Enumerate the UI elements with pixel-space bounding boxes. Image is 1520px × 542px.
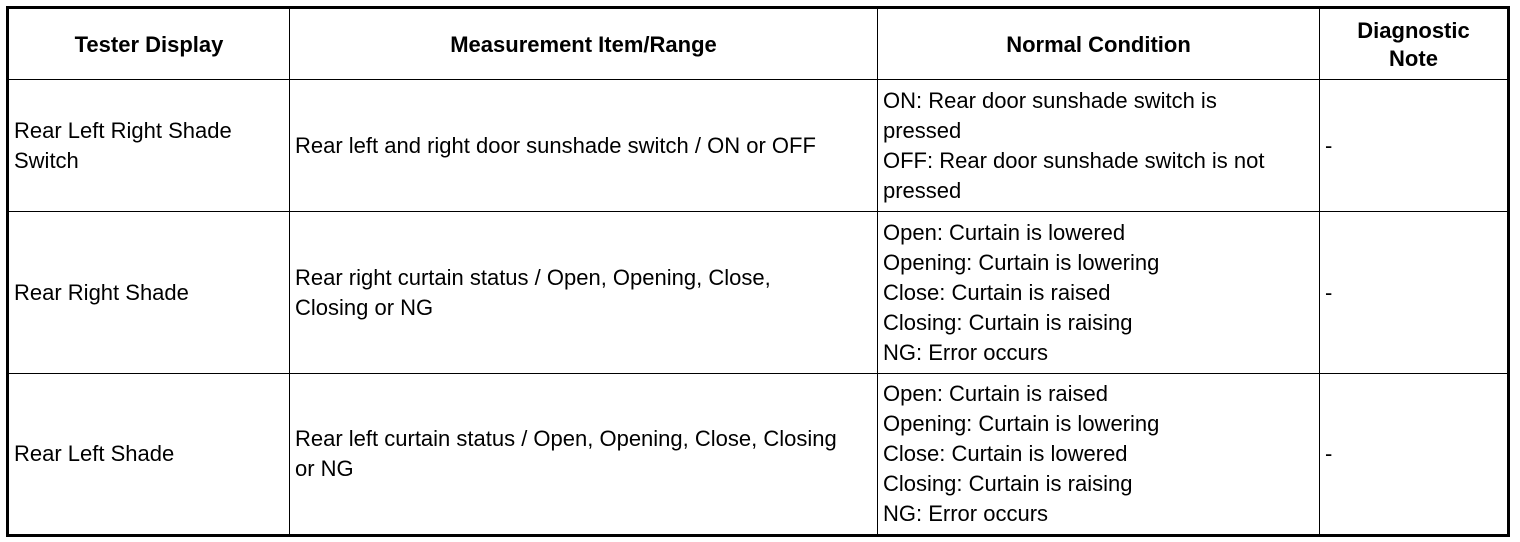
tester-display-cell: Rear Right Shade — [8, 212, 290, 374]
condition-line: Opening: Curtain is lowering — [883, 411, 1160, 436]
measurement-cell: Rear left curtain status / Open, Opening, Close, Closing or NG — [290, 374, 878, 536]
condition-line: Open: Curtain is lowered — [883, 219, 1126, 245]
normal-condition-cell — [878, 80, 1320, 212]
tester-display-cell: Rear Left Shade — [8, 374, 290, 536]
measurement-cell: Rear right curtain status / Open, Opening, Close, Closing or NG — [290, 212, 878, 374]
normal-condition-cell — [878, 212, 1320, 374]
header-row — [8, 8, 1509, 80]
diagnostic-note-cell: - — [1320, 212, 1509, 374]
condition-line: Closing: Curtain is raising — [883, 309, 1133, 335]
condition-line: NG: Error occurs — [883, 339, 1049, 365]
table-row — [8, 374, 1509, 536]
condition-line: Opening: Curtain is lowering — [883, 249, 1160, 275]
condition-line: Open: Curtain is raised — [883, 381, 1108, 406]
data-list-table — [6, 6, 1510, 537]
condition-line: Close: Curtain is lowered — [883, 441, 1128, 466]
measurement-cell: Rear left and right door sunshade switch / ON or OFF — [290, 80, 878, 212]
diagnostic-note-cell: - — [1320, 374, 1509, 536]
header-tester-display: Tester Display — [8, 8, 290, 80]
condition-line: NG: Error occurs — [883, 501, 1049, 526]
condition-line: OFF: Rear door sunshade switch is not pressed — [883, 147, 1265, 203]
table-row — [8, 212, 1509, 374]
normal-condition-cell — [878, 374, 1320, 536]
table-row — [8, 80, 1509, 212]
condition-line: Close: Curtain is raised — [883, 279, 1111, 305]
header-measurement-item: Measurement Item/Range — [290, 8, 878, 80]
condition-line: ON: Rear door sunshade switch is pressed — [883, 87, 1217, 143]
tester-display-cell: Rear Left Right Shade Switch — [8, 80, 290, 212]
header-normal-condition: Normal Condition — [878, 8, 1320, 80]
header-diagnostic-note: Diagnostic Note — [1320, 8, 1509, 80]
condition-line: Closing: Curtain is raising — [883, 471, 1133, 496]
diagnostic-note-cell: - — [1320, 80, 1509, 212]
